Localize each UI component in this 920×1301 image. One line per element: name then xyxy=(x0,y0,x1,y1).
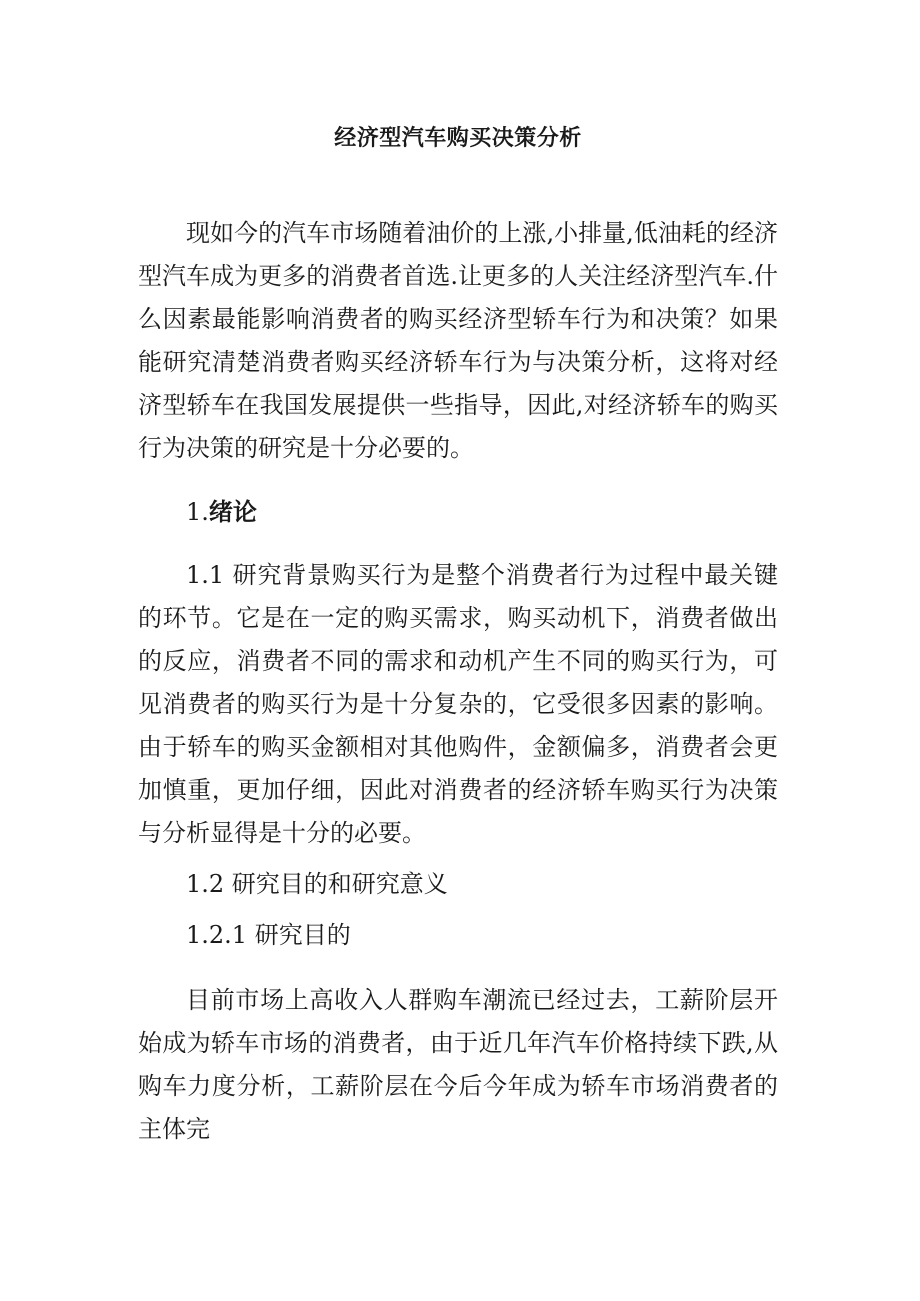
section-heading-1 xyxy=(138,490,778,534)
document-title: 经济型汽车购买决策分析 xyxy=(334,125,582,151)
section-title: 绪论 xyxy=(208,497,257,526)
subsection-heading-1-2: 1.2 研究目的和研究意义 xyxy=(186,870,448,898)
goal-paragraph: 目前市场上高收入人群购车潮流已经过去，工薪阶层开始成为轿车市场的消费者，由于近几年汽车价格持续下跌,从购车力度分析，工薪阶层在今后今年成为轿车市场消费者的主体完 xyxy=(138,986,778,1143)
subsection-heading-1-2-1: 1.2.1 研究目的 xyxy=(186,921,351,949)
document-page xyxy=(138,110,778,1151)
intro-paragraph: 现如今的汽车市场随着油价的上涨,小排量,低油耗的经济型汽车成为更多的消费者首选.让更多的人关注经济型汽车.什么因素最能影响消费者的购买经济型轿车行为和决策？如果能研究清楚消费者购买经济轿车行为与决策分析，这将对经济型轿车在我国发展提供一些指导，因此,对经济轿车的购买行为决策的研究是十分必要的。 xyxy=(138,219,778,462)
background-paragraph: 1.1 研究背景购买行为是整个消费者行为过程中最关键的环节。它是在一定的购买需求，购买动机下，消费者做出的反应，消费者不同的需求和动机产生不同的购买行为，可见消费者的购买行为是十分复杂的，它受很多因素的影响。由于轿车的购买金额相对其他购件，金额偏多，消费者会更加慎重，更加仔细，因此对消费者的经济轿车购买行为决策与分析显得是十分的必要。 xyxy=(138,561,778,847)
section-number: 1. xyxy=(186,498,209,526)
